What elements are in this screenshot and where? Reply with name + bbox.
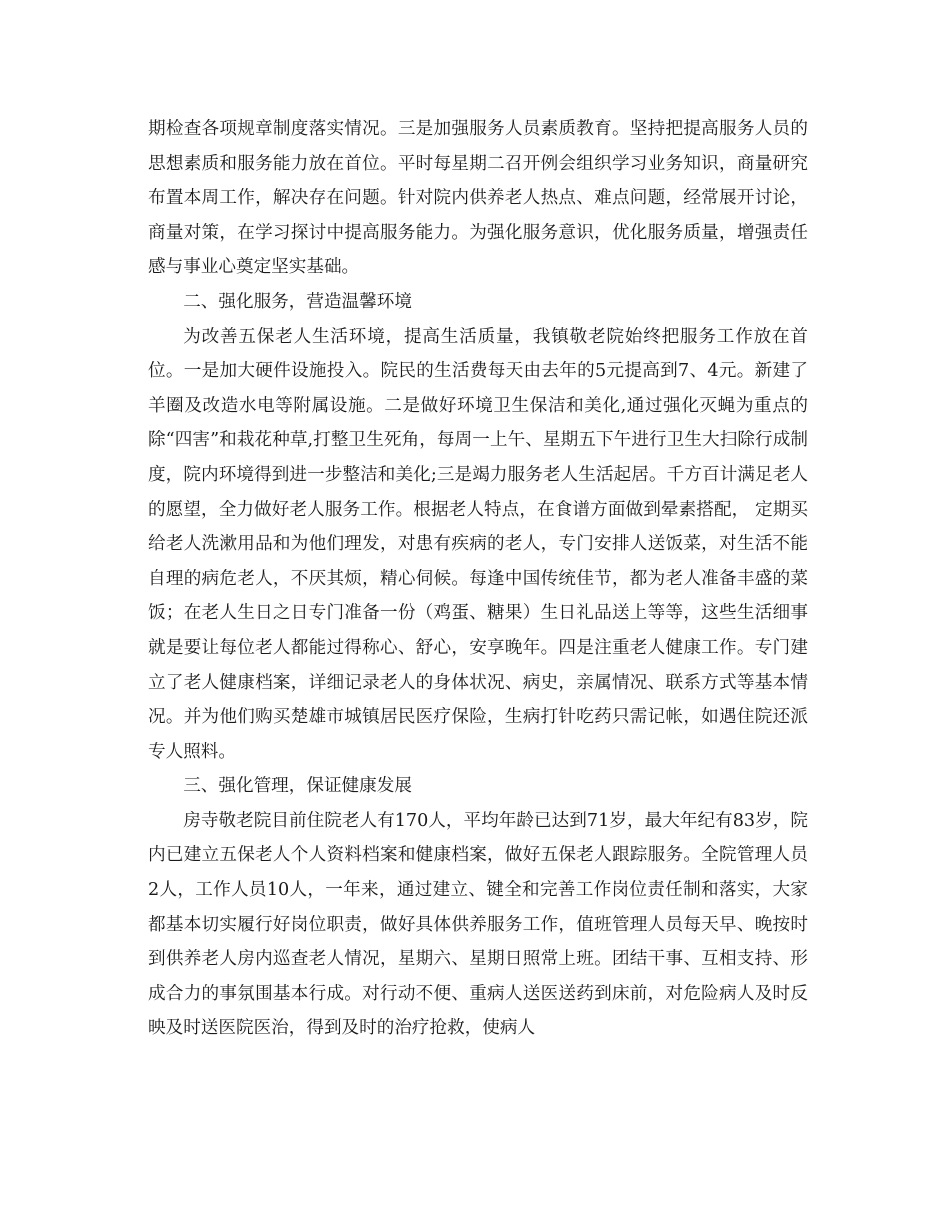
section-heading-3: 三、强化管理，保证健康发展 bbox=[183, 776, 412, 797]
document-body bbox=[148, 112, 808, 1046]
section-heading-2: 二、强化服务，营造温馨环境 bbox=[183, 291, 412, 312]
paragraph-service: 为改善五保老人生活环境，提高生活质量，我镇敬老院始终把服务工作放在首位。一是加大硬件设施投入。院民的生活费每天由去年的5元提高到7、4元。新建了羊圈及改造水电等附属设施。二是做好环境卫生保洁和美化,通过强化灭蝇为重点的除“四害”和栽花种草,打整卫生死角，每周一上午、星期五下午进行卫生大扫除行成制度，院内环境得到进一步整洁和美化;三是竭力服务老人生活起居。千方百计满足老人的愿望，全力做好老人服务工作。根据老人特点，在食谱方面做到晕素搭配， 定期买给老人洗漱用品和为他们理发，对患有疾病的老人，专门安排人送饭菜，对生活不能自理的病危老人，不厌其烦，精心伺候。每逢中国传统佳节，都为老人准备丰盛的菜饭；在老人生日之日专门准备一份（鸡蛋、糖果）生日礼品送上等等，这些生活细事就是要让每位老人都能过得称心、舒心，安享晚年。四是注重老人健康工作。专门建立了老人健康档案，详细记录老人的身体状况、病史，亲属情况、联系方式等基本情况。并为他们购买楚雄市城镇居民医疗保险，生病打针吃药只需记帐，如遇住院还派专人照料。 bbox=[148, 326, 808, 762]
paragraph-continuation: 期检查各项规章制度落实情况。三是加强服务人员素质教育。坚持把提高服务人员的思想素质和服务能力放在首位。平时每星期二召开例会组织学习业务知识，商量研究布置本周工作，解决存在问题。针对院内供养老人热点、难点问题，经常展开讨论，商量对策，在学习探讨中提高服务能力。为强化服务意识，优化服务质量，增强责任感与事业心奠定坚实基础。 bbox=[148, 119, 808, 278]
paragraph-management: 房寺敬老院目前住院老人有170人，平均年龄已达到71岁，最大年纪有83岁，院内已建立五保老人个人资料档案和健康档案，做好五保老人跟踪服务。全院管理人员2人，工作人员10人，一年来，通过建立、键全和完善工作岗位责任制和落实，大家都基本切实履行好岗位职责，做好具体供养服务工作，值班管理人员每天早、晚按时到供养老人房内巡查老人情况，星期六、星期日照常上班。团结干事、互相支持、形成合力的事氛围基本行成。对行动不便、重病人送医送药到床前，对危险病人及时反映及时送医院医治，得到及时的治疗抢救，使病人 bbox=[148, 810, 808, 1039]
